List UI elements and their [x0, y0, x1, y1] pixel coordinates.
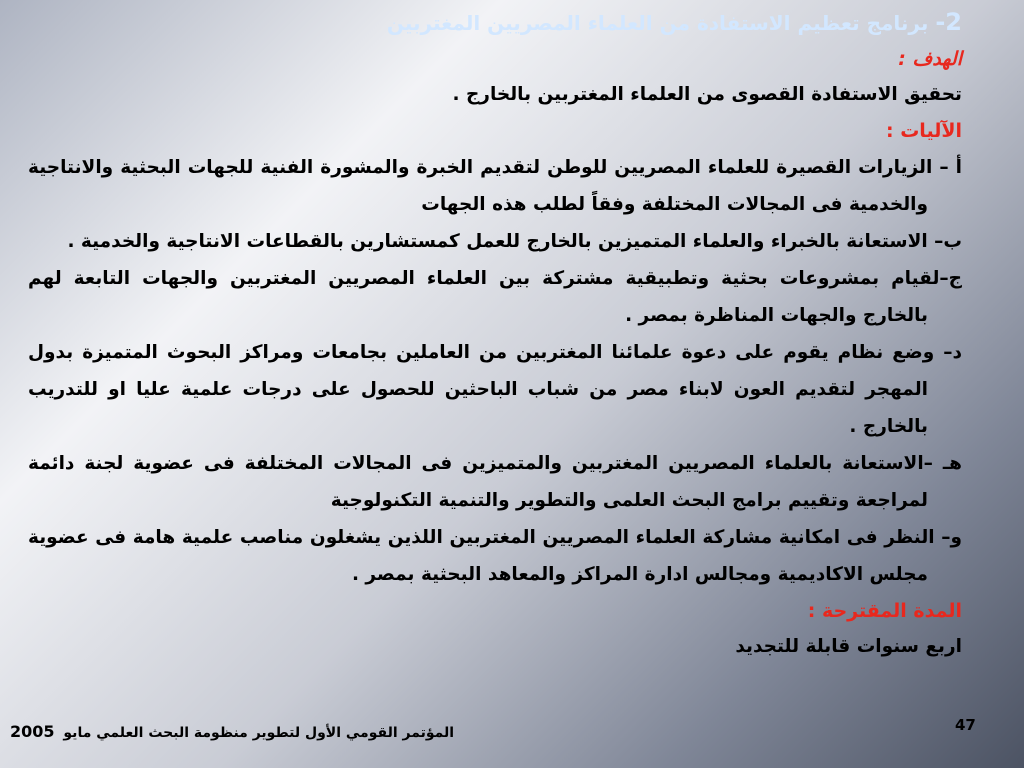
mechanism-item-c: ج–لقيام بمشروعات بحثية وتطبيقية مشتركة بين العلماء المصريين المغتربين والجهات التابعة لهم بالخارج والجهات المناظرة بمصر .: [28, 268, 962, 326]
mechanism-item-a: أ – الزيارات القصيرة للعلماء المصريين للوطن لتقديم الخبرة والمشورة الفنية للجهات البحثية والانتاجية والخدمية فى المجالات المختلفة وفقاً لطلب هذه الجهات: [28, 157, 962, 215]
footer-conference: المؤتمر القومي الأول لتطوير منظومة البحث العلمي مايو: [63, 725, 455, 741]
footer: [10, 722, 454, 741]
goal-text: تحقيق الاستفادة القصوى من العلماء المغتربين بالخارج .: [452, 84, 962, 105]
mechanism-item-d: د– وضع نظام يقوم على دعوة علمائنا المغتربين من العاملين بجامعات ومراكز البحوث المتميزة بدول المهجر لتقديم العون لابناء مصر من شباب الباحثين للحصول على درجات علمية عليا او للتدريب بالخارج .: [28, 342, 962, 437]
title-text: برنامج تعظيم الاستفادة من العلماء المصريين المغتربين: [386, 11, 929, 35]
footer-year: 2005: [10, 722, 55, 741]
slide-content: [28, 4, 962, 665]
mechanism-item-b: ب– الاستعانة بالخبراء والعلماء المتميزين بالخارج للعمل كمستشارين بالقطاعات الانتاجية والخدمية .: [67, 231, 962, 252]
duration-label: المدة المقترحة :: [807, 600, 962, 622]
mechanisms-label: الآليات :: [886, 120, 962, 142]
title-number: 2-: [935, 8, 962, 36]
slide-title: [28, 4, 962, 41]
goal-label: الهدف :: [898, 48, 962, 70]
page-number: 47: [955, 716, 976, 734]
duration-text: اربع سنوات قابلة للتجديد: [735, 636, 962, 657]
mechanism-item-f: و– النظر فى امكانية مشاركة العلماء المصريين المغتربين اللذين يشغلون مناصب علمية هامة فى عضوية مجلس الاكاديمية ومجالس ادارة المراكز والمعاهد البحثية بمصر .: [28, 527, 962, 585]
mechanism-item-e: هـ –الاستعانة بالعلماء المصريين المغتربين والمتميزين فى المجالات المختلفة فى عضوية لجنة دائمة لمراجعة وتقييم برامج البحث العلمى والتطوير والتنمية التكنولوجية: [28, 453, 962, 511]
